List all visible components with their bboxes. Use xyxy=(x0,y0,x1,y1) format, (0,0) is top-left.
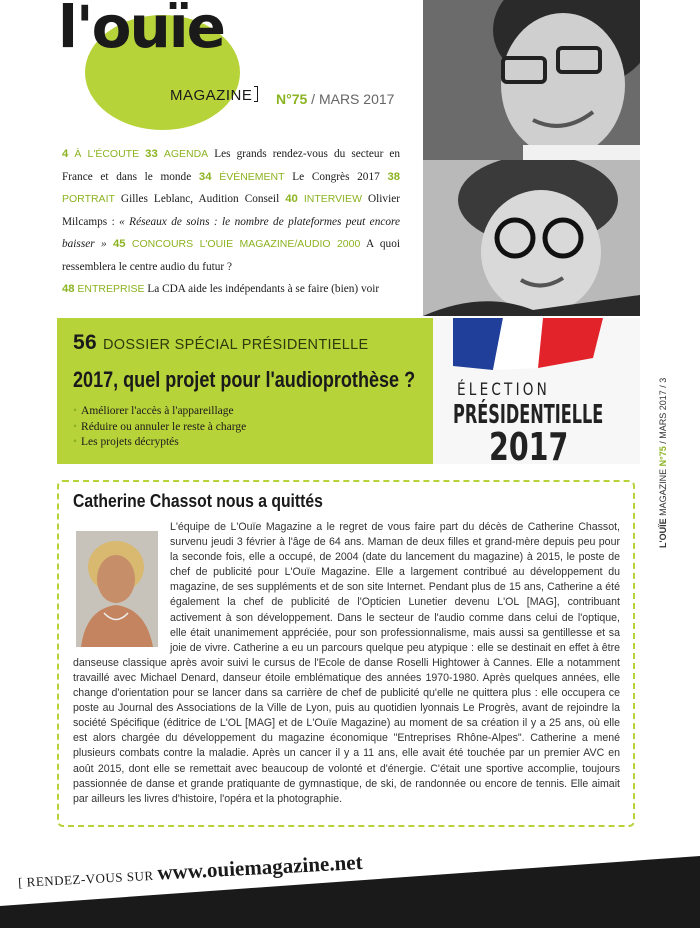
side-folio: L'OUÏE MAGAZINE N°75 / MARS 2017 / 3 xyxy=(658,377,668,548)
portrait-photo-bottom xyxy=(423,160,640,316)
toc-item[interactable]: 4 À L'ÉCOUTE xyxy=(62,148,140,160)
dossier-label: DOSSIER SPÉCIAL PRÉSIDENTIELLE xyxy=(102,337,369,353)
dossier-title[interactable]: 2017, quel projet pour l'audioprothèse ? xyxy=(73,367,416,392)
dossier-page-number: 56 xyxy=(73,331,97,354)
portrait-man-round-glasses-image xyxy=(423,160,640,316)
toc-item[interactable]: 48 ENTREPRISE La CDA aide les indépendants à se faire (bien) voir xyxy=(62,283,380,295)
french-flag-icon xyxy=(433,318,640,370)
toc-item[interactable]: 40 INTERVIEW Olivier Milcamps : « Réseaux de soins : le nombre de plateformes peut encore baisser » xyxy=(62,193,400,250)
table-of-contents xyxy=(62,143,400,301)
toc-item[interactable]: 38 PORTRAIT Gilles Leblanc, Audition Conseil xyxy=(62,170,401,205)
list-item: • Améliorer l'accès à l'appareillage xyxy=(73,404,246,420)
website-url: www.ouiemagazine.net xyxy=(156,849,364,885)
dossier-header[interactable] xyxy=(73,331,369,355)
obituary-body: L'équipe de L'Ouïe Magazine a le regret de vous faire part du décès de Catherine Chassot, survenu jeudi 3 février à l'âge de 64 ans. Maman de deux filles et grand-mère depuis peu pour la seconde fois, elle a occupé, de 2004 (date du lancement du magazine) à 2015, le poste de chef de publicité pour L'Ouïe Magazine. Elle a largement contribué au développement du magazine, de ses suppléments et de son site Internet. Pendant plus de 15 ans, Catherine a été également la chef de publicité de l'Opticien Lunetier devenu L'OL [MAG], contribuant activement à son développement. Dans le secteur de l'audio comme dans celui de l'optique, elle était unanimement appréciée, pour son professionnalisme, mais aussi sa gentillesse et sa joie de vivre. Catherine a eu un parcours quelque peu atypique : elle se destinait en effet à être danseuse classique après avoir suivi le cursus de l'Ecole de danse Roselli Hightower à Cannes. Elle a notamment travaillé avec Michael Denard, danseur étoile emblématique des années 1970-1980. Après quelques années, elle change d'orientation pour se lancer dans sa carrière de chef de publicité qu'elle ne quittera plus : elle occupera ce poste au Journal des Associations de la Ville de Lyon, puis au quotidien lyonnais Le Progrès, avant de rejoindre la société Spécifique (éditrice de L'OL [MAG] et de L'Ouïe Magazine) au moment de sa création il y a 25 ans, où elle est alors chargée du développement du magazine économique "Entreprises Rhône-Alpes". Catherine a mené plusieurs combats contre la maladie. Après un cancer il y a 11 ans, elle avait été touchée par un premier AVC en août 2015, dont elle se remettait avec beaucoup de volonté et d'énergie. C'était une sportive accomplie, toujours passionnée de danse et grande pratiquante de gymnastique, de ski, de randonnée ou encore de tennis. Elle aimait par ailleurs les livres d'histoire, l'opéra et la photographie. xyxy=(73,521,620,805)
issue-number: N°75 xyxy=(276,91,308,107)
election-banner xyxy=(433,318,640,464)
list-item: • Les projets décryptés xyxy=(73,435,246,451)
election-word: ÉLECTION xyxy=(457,380,551,400)
footer-prefix: [ RENDEZ-VOUS SUR xyxy=(17,867,154,890)
toc-item[interactable]: 33 AGENDA Les grands rendez-vous du secteur en France et dans le monde xyxy=(62,148,401,183)
obituary-title: Catherine Chassot nous a quittés xyxy=(73,490,323,511)
portrait-photo-top xyxy=(423,0,640,160)
list-item: • Réduire ou annuler le reste à charge xyxy=(73,420,246,436)
election-year: 2017 xyxy=(489,425,569,464)
logo-magazine-label: MAGAZINE xyxy=(170,86,258,104)
dossier-bullet-list xyxy=(73,404,246,451)
issue-date: / MARS 2017 xyxy=(307,91,395,107)
portrait-man-glasses-image xyxy=(423,0,640,160)
toc-item[interactable]: 34 ÉVÉNEMENT Le Congrès 2017 xyxy=(198,170,380,183)
toc-item[interactable]: 45 CONCOURS L'OUIE MAGAZINE/AUDIO 2000 A quoi ressemblera le centre audio du futur ? xyxy=(62,238,400,273)
logo-wordmark: l'ouïe xyxy=(58,0,224,61)
issue-info xyxy=(276,91,394,107)
presidentielle-word: PRÉSIDENTIELLE xyxy=(453,400,604,430)
